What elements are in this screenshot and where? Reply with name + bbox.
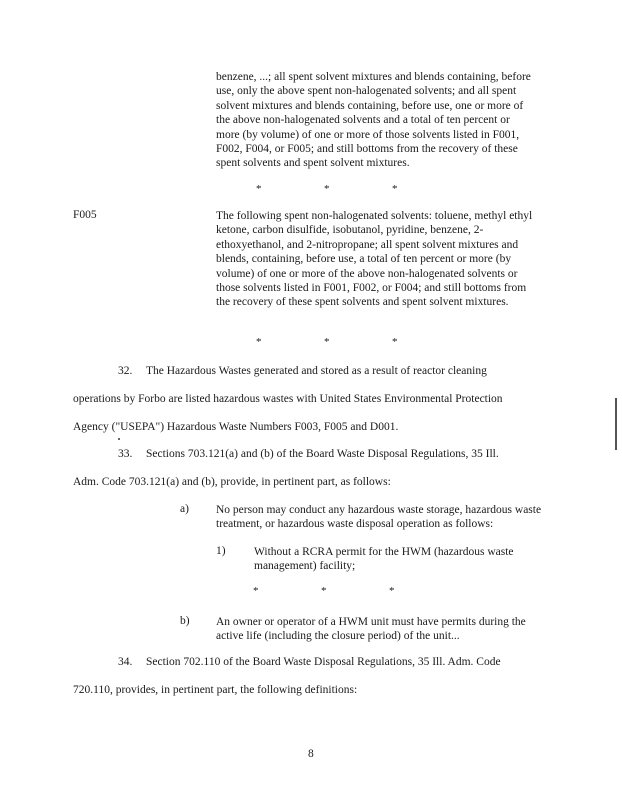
f005-code: F005 — [73, 209, 97, 221]
quote-b-label: b) — [180, 615, 190, 627]
para-34-line: Section 702.110 of the Board Waste Disposal Regulations, 35 Ill. Adm. Code — [146, 656, 501, 668]
ellipsis-star: * — [392, 183, 398, 195]
para-34-number: 34. — [118, 656, 133, 668]
ellipsis-star: * — [389, 585, 395, 597]
quote-a-text: No person may conduct any hazardous waste storage, hazardous waste treatment, or hazardous waste disposal operation as follows: — [216, 504, 542, 531]
para-32-line: operations by Forbo are listed hazardous wastes with United States Environmental Protection — [73, 393, 503, 405]
quote-a1-label: 1) — [216, 545, 226, 557]
para-33-line: Adm. Code 703.121(a) and (b), provide, in pertinent part, as follows: — [73, 476, 391, 488]
para-33-line: Sections 703.121(a) and (b) of the Board Waste Disposal Regulations, 35 Ill. — [146, 448, 499, 460]
ellipsis-star: * — [324, 183, 330, 195]
para-33-number: 33. — [118, 448, 133, 460]
ellipsis-star: * — [392, 336, 398, 348]
quote-f003-tail: benzene, ...; all spent solvent mixtures and blends containing, before use, only the above spent non-halogenated solvents; and all spent solvent mixtures and blends containing, before use, one or more of the above non-halogenated solvents and a total of ten percent or more (by volume) of one or more of those solvents listed in F001, F002, F004, or F005; and still bottoms from the recovery of these spent solvents and spent solvent mixtures. — [216, 71, 531, 170]
ellipsis-stars — [256, 183, 460, 195]
ellipsis-star: * — [321, 585, 327, 597]
scan-speck — [118, 438, 120, 440]
ellipsis-star: * — [324, 336, 330, 348]
margin-change-bar — [615, 398, 617, 450]
ellipsis-stars — [253, 585, 457, 597]
para-32-line: The Hazardous Wastes generated and stored as a result of reactor cleaning — [146, 365, 487, 377]
ellipsis-star: * — [253, 585, 259, 597]
page-number: 8 — [308, 748, 314, 760]
para-32-number: 32. — [118, 365, 133, 377]
ellipsis-stars — [256, 336, 460, 348]
quote-a-label: a) — [180, 503, 189, 515]
ellipsis-star: * — [256, 336, 262, 348]
quote-b-text: An owner or operator of a HWM unit must have permits during the active life (including the closure period) of the unit... — [216, 616, 526, 643]
ellipsis-star: * — [256, 183, 262, 195]
quote-a1-text: Without a RCRA permit for the HWM (hazardous waste management) facility; — [254, 546, 514, 573]
para-34-line: 720.110, provides, in pertinent part, the following definitions: — [73, 684, 358, 696]
f005-definition: The following spent non-halogenated solvents: toluene, methyl ethyl ketone, carbon disulfide, isobutanol, pyridine, benzene, 2-ethoxyethanol, and 2-nitropropane; all spent solvent mixtures and blends, containing, before use, a total of ten percent or more (by volume) of one or more of the above non-halogenated solvents or those solvents listed in F001, F002, or F004; and still bottoms from the recovery of these spent solvents and spent solvent mixtures. — [216, 210, 533, 309]
para-32-line: Agency ("USEPA") Hazardous Waste Numbers F003, F005 and D001. — [73, 421, 399, 433]
